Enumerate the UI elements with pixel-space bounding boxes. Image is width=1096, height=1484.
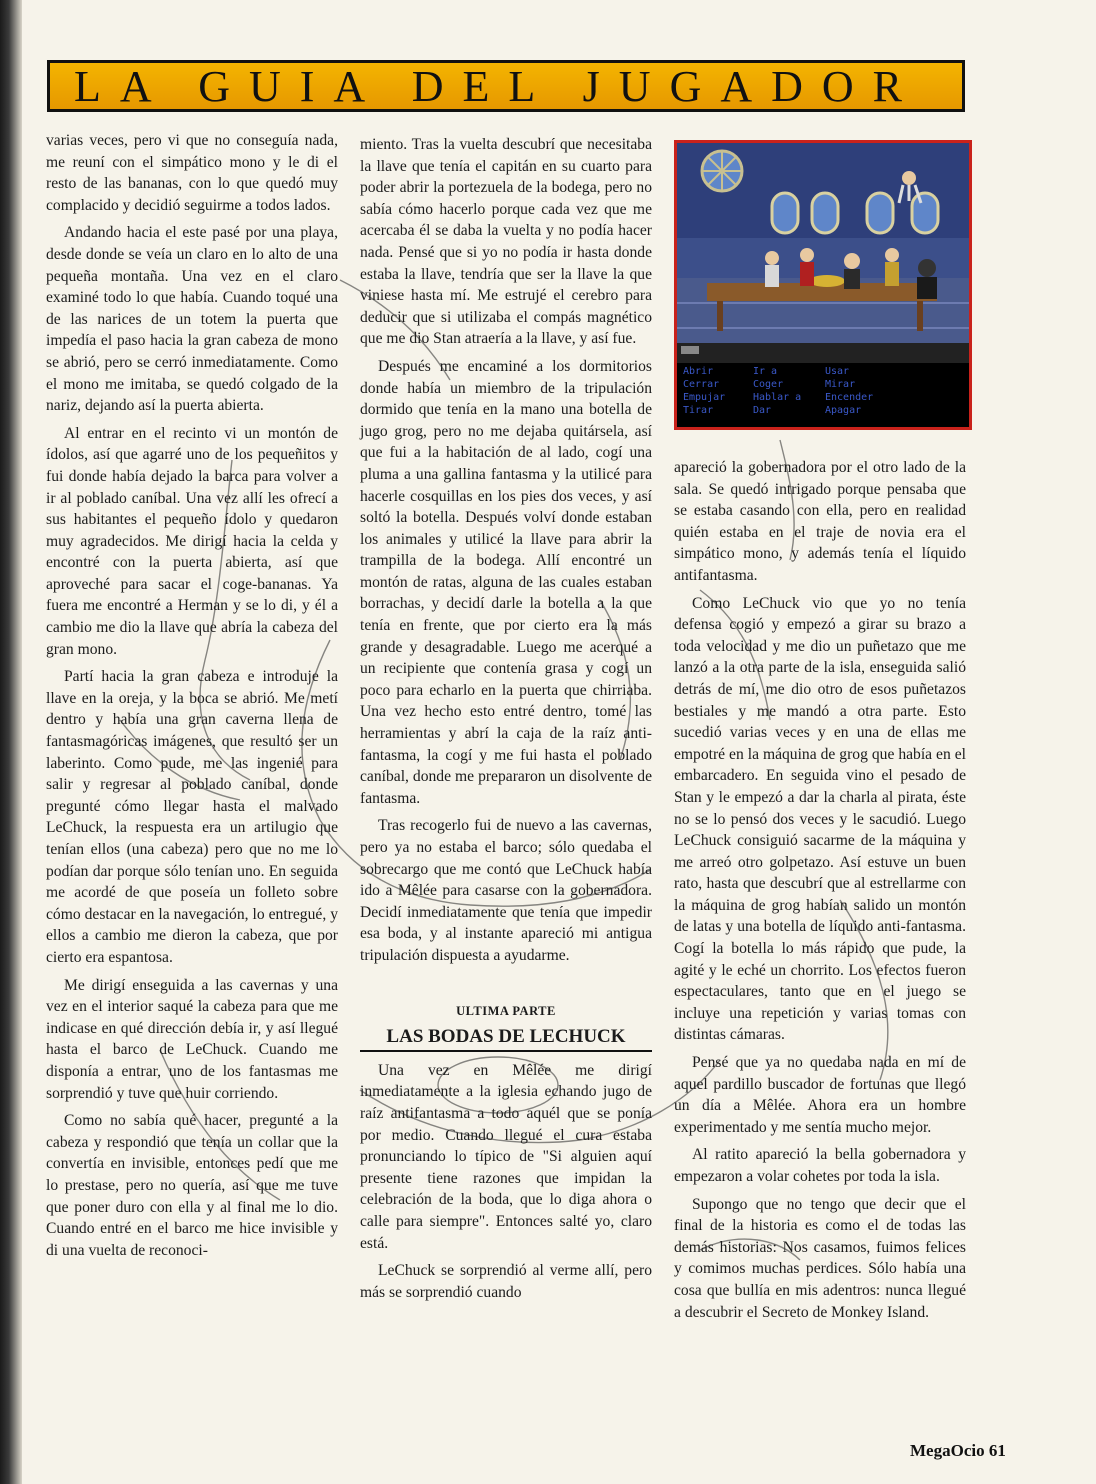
section-kicker: ULTIMA PARTE [456,1003,556,1018]
column-2 [360,134,652,1309]
verb-cerrar: Cerrar [683,379,720,390]
column-3 [674,457,966,1329]
col3-paragraph-1: apareció la gobernadora por el otro lado de la sala. Se quedó intrigado porque pensaba que se estaba casando con ella, pero en realidad quién estaba en el traje de novia era el simpático mono, y además tenía el líquido antifantasma. [674,459,966,584]
verb-mirar: Mirar [825,379,856,390]
col2-paragraph-2: Después me encaminé a los dormitorios donde había un miembro de la tripulación dormido que tenía en la mano una botella de jugo grog, pero no me dejaba quitársela, así que fui a la habitación de al lado, cogí una pluma a una gallina fantasma y la utilicé para hacerle cosquillas en los pies dos veces, y así soltó la botella. Después volví donde estaban los animales y utilicé la llave para abrir la trampilla de la bodega. Allí encontré un montón de ratas, alguna de las cuales estaban borrachas, y decidí darle la botella a la que tenía en frente, que por cierto era la más grande y desagradable. Luego me acerqué a un recipiente que contenía grasa y cogí un poco para echarlo en la puerta que chirriaba. Una vez hecho esto entré dentro, tomé las herramientas y abrí la caja de la raíz anti-fantasma, la cogí y me fui hasta el poblado caníbal, donde me prepararon un disolvente de fantasma. [360,357,652,807]
verb-encender: Encender [825,392,874,403]
verb-dar: Dar [753,405,772,416]
col1-paragraph-3: Al entrar en el recinto vi un montón de ídolos, así que agarré uno de los pequeñitos y fui donde había dejado la barca para volver a ir al poblado caníbal. Una vez allí les ofrecí a sus habitantes el pequeño ídolo y quedaron muy agradecidos. Me dirigí hacia la celda y encontré con la puerta abierta, así que aproveché para sacar el coge-bananas. Ya fuera me encontré a Herman y se lo di, y él a cambio me dio la llave que abría la cabeza del gran mono. [46,424,338,658]
col2-paragraph-1: miento. Tras la vuelta descubrí que necesitaba la llave que tenía el capitán en su cuarto para poder abrir la portezuela de la bodega, pero no sabía cómo hacerlo porque cada vez que me acercaba él se daba la vuelta y no podía hacer nada. Pensé que si yo no podía ir hasta donde estaba la llave, tendría que ser la llave la que viniese hasta mí. Me estrujé el cerebro para deducir que si utilizaba el compás magnético que me dio Stan atraería a la llave, y así fue. [360,136,652,348]
verb-abrir: Abrir [683,366,714,377]
col1-paragraph-2: Andando hacia el este pasé por una playa, desde donde se veía un claro en lo alto de una pequeña montaña. Una vez en el claro examiné todo lo que había. Cuando toqué una de las narices de un totem la puerta que impedía el paso hacia la gran cabeza de mono se abrió, pero se cerró inmediatamente. Como el mono me imitaba, se quedó colgado de la nariz, dejando así la puerta abierta. [46,224,338,415]
verb-empujar: Empujar [683,392,726,403]
verb-tirar: Tirar [683,405,714,416]
col3-paragraph-4: Al ratito apareció la bella gobernadora y empezaron a volar cohetes por toda la isla. [674,1146,966,1185]
page-spine-shadow [0,0,22,1484]
col3-paragraph-2: Como LeChuck vio que yo no tenía defensa cogió y empezó a girar su brazo a toda velocidad y me dio un puñetazo que me lanzó a la otra parte de la isla, enseguida salió detrás de mí, me dio otro de esos puñetazos bestiales y me mandó a otra parte. Esto sucedió varias veces y en una de ellas me empotré en la máquina de grog que había en el embarcadero. En seguida vino el pesado de Stan y le empezó a dar la charla al pirata, éste no se lo pensó dos veces y le sacudió. Luego LeChuck consiguió sacarme de la máquina y me arreó otro golpetazo. Así estuve un buen rato, hasta que descubrí que al estrellarme con la máquina de grog habían salido un montón de latas y una botella de líquido anti-fantasma. Cogí la botella lo más rápido que pude, la agité y le eché un chorrito. Los efectos fueron espectaculares, tanto que en el juego se incluye una repetición y varias tomas con distintas cámaras. [674,594,966,1044]
col1-paragraph-5: Me dirigí enseguida a las cavernas y una vez en el interior saqué la cabeza para que me indicase en qué dirección debía ir, y así llegué hasta el barco de LeChuck. Cuando me disponía a entrar, uno de los fantasmas me sorprendió y tuve que huir corriendo. [46,976,338,1102]
section-banner [47,60,965,112]
verb-coger: Coger [753,379,784,390]
col1-paragraph-6: Como no sabía qué hacer, pregunté a la cabeza y respondió que tenía un collar que la convertía en invisible, entonces pedí que me lo prestase, pero no quería, así que me tuve que poner duro con ella y al final me lo dio. Cuando entré en el barco me hice invisible y di una vuelta de reconoci- [46,1112,338,1259]
col2-paragraph-3: Tras recogerlo fui de nuevo a las cavernas, pero ya no estaba el barco; sólo quedaba el sobrecargo que me contó que LeChuck había ido a Mêlée para casarse con la gobernadora. Decidí inmediatamente que tenía que impedir esa boda, y al instante apareció mi antigua tripulación dispuesta a ayudarme. [360,817,652,964]
verb-apagar: Apagar [825,405,862,416]
col3-paragraph-3: Pensé que ya no quedaba nada en mí de aquel pardillo buscador de fortunas que llegó un día a Mêlée. Ahora era un hombre experimentado y me sentía mucho mejor. [674,1054,966,1136]
col2-section-paragraph-2: LeChuck se sorprendió al verme allí, pero más se sorprendió cuando [360,1262,652,1301]
verb-panel [677,363,969,427]
col3-paragraph-5: Supongo que no tengo que decir que el final de la historia es como el de todas las demás historias: Nos casamos, fuimos felices y comimos muchas perdices. Sólo había una cosa que bullía en mis adentros: nunca llegué a descubrir el Secreto de Monkey Island. [674,1195,966,1321]
verb-hablar-a: Hablar a [753,392,802,403]
col1-paragraph-1: varias veces, pero vi que no conseguía nada, me reuní con el simpático mono y le di el resto de las bananas, con lo que quedó muy complacido y decidió seguirme a todos lados. [46,132,338,214]
verb-usar: Usar [825,366,850,377]
column-1 [46,130,338,1267]
page-number: MegaOcio 61 [910,1441,1006,1460]
section-heading: LAS BODAS DE LECHUCK [360,1026,652,1052]
game-scene-image [677,143,969,363]
col2-section-paragraph-1: Una vez en Mêlée me dirigí inmediatamente a la iglesia echando jugo de raíz antifantasma a todo aquél que se ponía por medio. Cuando llegué el cura estaba pronunciando lo típico de "Si alguien aquí presente tiene razones que impidan la celebración de la boda, que lo diga ahora o calle para siempre". Entonces salté yo, claro está. [360,1061,652,1252]
col1-paragraph-4: Partí hacia la gran cabeza e introduje la llave en la oreja, y la boca se abrió. Me metí dentro y había una gran caverna llena de fantasmagóricas imágenes, que resultó ser un laberinto. Como pude, me las ingenié para salir y regresar al poblado caníbal, donde pregunté cómo llegar hasta el malvado LeChuck, la respuesta era un artilugio que tenían ellos (una cabeza) pero que no me lo podían dar porque sólo tenían uno. En seguida me acordé de que poseía un folleto sobre cómo destacar en la navegación, lo entregué, y ellos a cambio me dieron la cabeza, que por cierto era espantosa. [46,668,338,966]
banner-title: LA GUIA DEL JUGADOR [74,61,922,111]
game-screenshot [674,140,972,430]
verb-ir-a: Ir a [753,366,778,377]
